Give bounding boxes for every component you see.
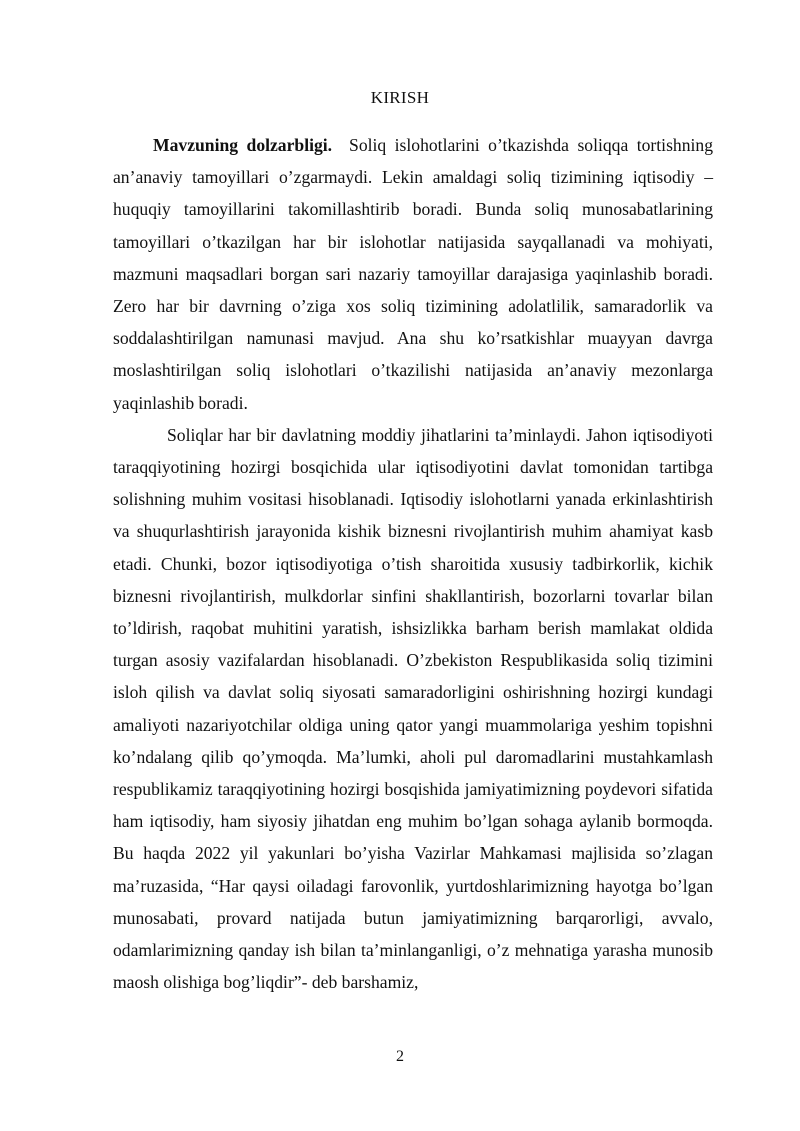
page-number: 2 [396,1048,404,1065]
paragraph-lead: Mavzuning dolzarbligi. [153,135,333,155]
section-heading: KIRISH [370,88,430,107]
paragraph-2: Soliqlar har bir davlatning moddiy jihatlarini ta’minlaydi. Jahon iqtisodiyoti taraqqiyotining hozirgi bosqichida ular iqtisodiyotini davlat tomonidan tartibga solishning muhim vositasi hisoblanadi. Iqtisodiy islohotlarni yanada erkinlashtirish va shuqurlashtirish jarayonida kishik biznesni rivojlantirish muhim ahamiyat kasb etadi. Chunki, bozor iqtisodiyotiga o’tish sharoitida xususiy tadbirkorlik, kichik biznesni rivojlantirish, mulkdorlar sinfini shakllantirish, bozorlarni tovarlar bilan to’ldirish, raqobat muhitini yaratish, ishsizlikka barham berish mamlakat oldida turgan asosiy vazifalardan hisoblanadi. O’zbekiston Respublikasida soliq tizimini isloh qilish va davlat soliq siyosati samaradorligini oshirishning hozirgi kundagi amaliyoti nazariyotchilar oldiga uning qator yangi muammolariga yeshim topishni ko’ndalang qilib qo’ymoqda. Ma’lumki, aholi pul daromadlarini mustahkamlash respublikamiz taraqqiyotining hozirgi bosqishida jamiyatimizning poydevori sifatida ham iqtisodiy, ham siyosiy jihatdan eng muhim bo’lgan sohaga aylanib bormoqda. Bu haqda 2022 yil yakunlari bo’yisha Vazirlar Mahkamasi majlisida so’zlagan ma’ruzasida, “Har qaysi oiladagi farovonlik, yurtdoshlarimizning hayotga bo’lgan munosabati, provard natijada butun jamiyatimizning barqarorligi, avvalo, odamlarimizning qanday ish bilan ta’minlanganligi, o’z mehnatiga yarasha munosib maosh olishiga bog’liqdir”- deb barshamiz, [113,424,713,993]
paragraph-1 [113,129,713,419]
paragraph-1-text: Soliq islohotlarini o’tkazishda soliqqa tortishning an’anaviy tamoyillari o’zgarmaydi. Lekin amaldagi soliq tizimining iqtisodiy – huquqiy tamoyillarini takomillashtirib boradi. Bunda soliq munosabatlarining tamoyillari o’tkazilgan har bir islohotlar natijasida sayqallanadi va mohiyati, mazmuni maqsadlari borgan sari nazariy tamoyillar darajasiga yaqinlashib boradi. Zero har bir davrning o’ziga xos soliq tizimining adolatlilik, samaradorlik va soddalashtirilgan namunasi mavjud. Ana shu ko’rsatkishlar muayyan davrga moslashtirilgan soliq islohotlari o’tkazilishi natijasida an’anaviy mezonlarga yaqinlashib boradi. [113,135,713,413]
body-text [113,129,713,998]
